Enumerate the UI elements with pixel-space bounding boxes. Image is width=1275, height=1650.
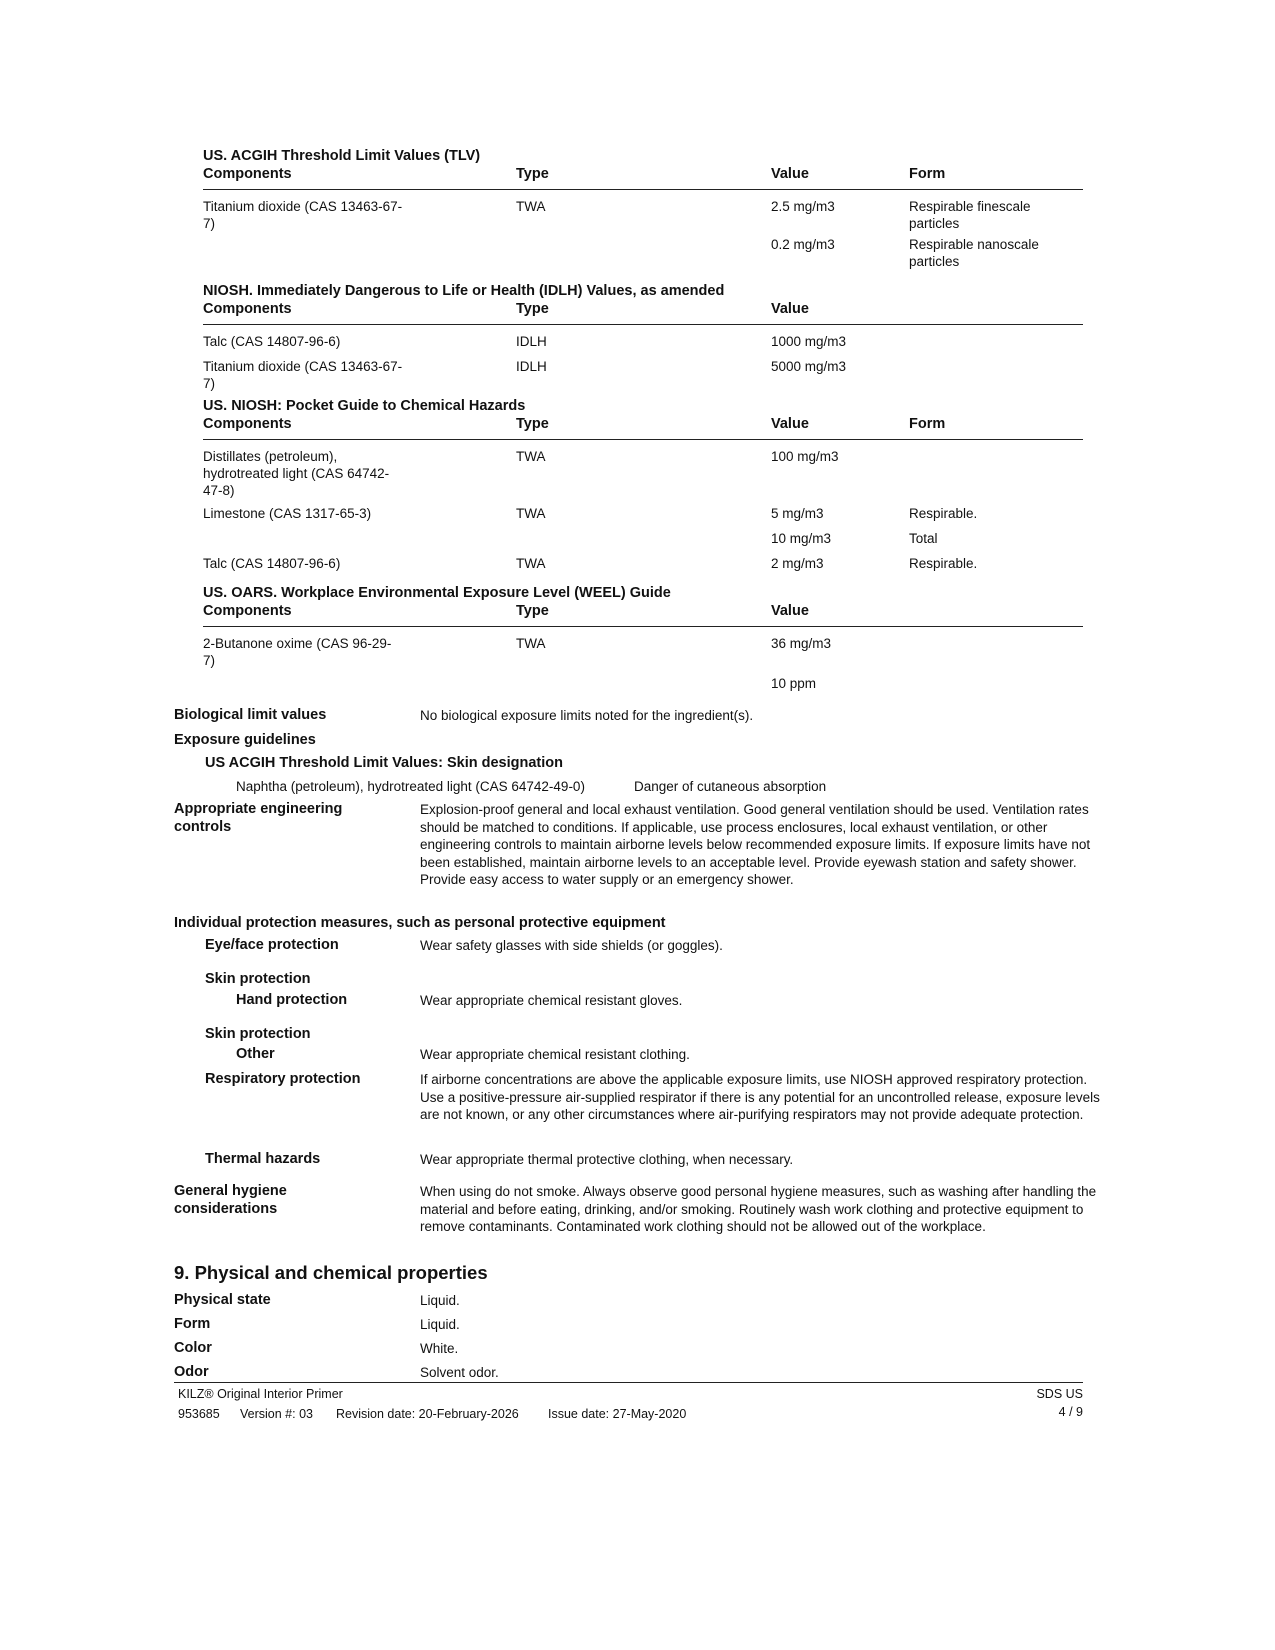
table-cell: Respirable. [909,556,978,571]
table-cell: Distillates (petroleum), hydrotreated light (CAS 64742-47-8) [203,449,390,498]
acgih-tlv-table [203,148,1083,273]
eye-protection-text: Wear safety glasses with side shields (or goggles). [420,938,723,953]
column-header: Form [909,166,946,182]
table-cell: 5 mg/m3 [771,506,824,521]
table-cell: 2.5 mg/m3 [771,199,835,214]
table-cell: Total [909,531,938,546]
column-header: Components [203,166,292,182]
column-header: Value [771,603,809,619]
hand-protection-text: Wear appropriate chemical resistant gloves. [420,993,683,1008]
column-header: Type [516,416,549,432]
column-header: Components [203,301,292,317]
hygiene-label [174,1182,287,1218]
table-cell: TWA [516,449,546,464]
niosh-idlh-table [203,283,1083,393]
footer-issue-date: Issue date: 27-May-2020 [548,1407,687,1421]
column-header: Components [203,416,292,432]
respiratory-protection-label: Respiratory protection [205,1071,361,1087]
other-protection-text: Wear appropriate chemical resistant clothing. [420,1047,690,1062]
table-cell: 1000 mg/m3 [771,334,847,349]
table-cell: Respirable nanoscale particles [909,237,1039,269]
column-header: Form [909,416,946,432]
table-cell: IDLH [516,334,547,349]
column-header: Value [771,301,809,317]
engineering-label [174,800,342,836]
property-label: Odor [174,1364,209,1380]
table-title: US. NIOSH: Pocket Guide to Chemical Hazards [203,398,526,414]
engineering-label-line: Appropriate engineering [174,801,343,817]
property-label: Form [174,1316,211,1332]
column-header: Value [771,166,809,182]
table-cell: Talc (CAS 14807-96-6) [203,556,341,571]
table-title: US. ACGIH Threshold Limit Values (TLV) [203,148,481,164]
property-value: White. [420,1341,459,1356]
hand-protection-label: Hand protection [236,992,348,1008]
table-cell: 0.2 mg/m3 [771,237,835,252]
table-cell: 100 mg/m3 [771,449,839,464]
engineering-label-line: controls [174,819,232,835]
table-cell: 10 ppm [771,676,817,691]
table-cell: TWA [516,199,546,214]
column-header: Type [516,166,549,182]
header-rule [203,626,1083,627]
table-cell: 2-Butanone oxime (CAS 96-29-7) [203,636,392,668]
table-cell: IDLH [516,359,547,374]
footer-page-number: 4 / 9 [1058,1405,1083,1419]
column-header: Type [516,301,549,317]
property-value: Solvent odor. [420,1365,499,1380]
footer-revision-date: Revision date: 20-February-2026 [336,1407,519,1421]
header-rule [203,439,1083,440]
table-cell: Respirable finescale particles [909,199,1031,231]
oars-weel-table [203,585,1083,695]
table-cell: 5000 mg/m3 [771,359,847,374]
property-value: Liquid. [420,1293,460,1308]
column-header: Value [771,416,809,432]
skin-protection-label: Skin protection [205,1026,311,1042]
footer-doc-id: 953685 [178,1407,220,1421]
other-protection-label: Other [236,1046,275,1062]
footer-doc-type: SDS US [1036,1387,1083,1401]
table-cell: TWA [516,636,546,651]
property-value: Liquid. [420,1317,460,1332]
niosh-pocket-table [203,398,1083,573]
skin-protection-label: Skin protection [205,971,311,987]
table-cell: Respirable. [909,506,978,521]
exposure-subtitle: US ACGIH Threshold Limit Values: Skin designation [205,755,563,771]
header-rule [203,324,1083,325]
table-cell: Titanium dioxide (CAS 13463-67-7) [203,359,403,391]
engineering-text: Explosion-proof general and local exhaust ventilation. Good general ventilation should be used. Ventilation rates should be matched to conditions. If applicable, use process enclosures, local exhaust ventilation, or other engineering controls to maintain airborne levels below recommended exposure limits. If exposure limits have not been established, maintain airborne levels to an acceptable level. Provide eyewash station and safety shower. Provide easy access to water supply or an emergency shower. [420,802,1091,887]
table-title: NIOSH. Immediately Dangerous to Life or Health (IDLH) Values, as amended [203,283,725,299]
table-cell: TWA [516,506,546,521]
ppe-title: Individual protection measures, such as personal protective equipment [174,915,666,931]
thermal-hazards-text: Wear appropriate thermal protective clothing, when necessary. [420,1152,794,1167]
footer-product: KILZ® Original Interior Primer [178,1387,343,1401]
biological-text: No biological exposure limits noted for the ingredient(s). [420,708,754,723]
exposure-item: Naphtha (petroleum), hydrotreated light (CAS 64742-49-0) [236,779,585,794]
hygiene-label-line: considerations [174,1201,278,1217]
header-rule [203,189,1083,190]
table-cell: 36 mg/m3 [771,636,832,651]
thermal-hazards-label: Thermal hazards [205,1151,321,1167]
respiratory-protection-text: If airborne concentrations are above the applicable exposure limits, use NIOSH approved respiratory protection. Use a positive-pressure air-supplied respirator if there is any potential for an uncontrolled release, exposure levels are not known, or any other circumstances where air-purifying respirators may not provide adequate protection. [420,1072,1100,1122]
property-label: Color [174,1340,212,1356]
hygiene-text: When using do not smoke. Always observe good personal hygiene measures, such as washing after handling the material and before eating, drinking, and/or smoking. Routinely wash work clothing and protective equipment to remove contaminants. Contaminated work clothing should not be allowed out of the workplace. [420,1184,1097,1234]
table-cell: 10 mg/m3 [771,531,832,546]
biological-label: Biological limit values [174,707,327,723]
eye-protection-label: Eye/face protection [205,937,339,953]
table-cell: Titanium dioxide (CAS 13463-67-7) [203,199,403,231]
column-header: Components [203,603,292,619]
column-header: Type [516,603,549,619]
exposure-label: Exposure guidelines [174,732,316,748]
table-cell: Talc (CAS 14807-96-6) [203,334,341,349]
hygiene-label-line: General hygiene [174,1183,287,1199]
exposure-note: Danger of cutaneous absorption [634,779,827,794]
footer-version: Version #: 03 [240,1407,313,1421]
table-cell: Limestone (CAS 1317-65-3) [203,506,372,521]
section-title: 9. Physical and chemical properties [174,1262,488,1283]
table-cell: TWA [516,556,546,571]
table-title: US. OARS. Workplace Environmental Exposure Level (WEEL) Guide [203,585,671,601]
table-cell: 2 mg/m3 [771,556,824,571]
footer-rule [174,1382,1083,1383]
property-label: Physical state [174,1292,271,1308]
